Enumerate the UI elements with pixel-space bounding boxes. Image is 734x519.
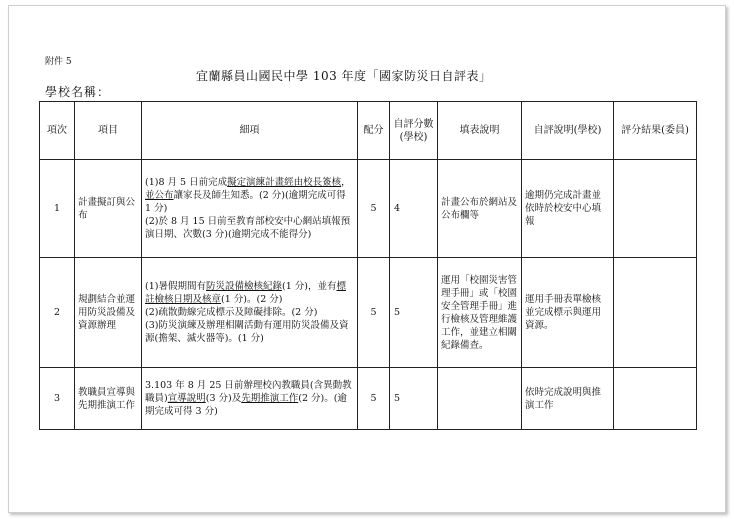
header-row [40,102,697,160]
detail-line: (2)疏散動線完成標示及障礙排除。(2 分) [145,307,318,318]
row-fill-note: 運用「校園災害管理手冊」或「校園安全管理手冊」進行檢核及管理維護工作，並建立相關紀錄備查。 [438,258,522,368]
row-self-note: 依時完成說明與推演工作 [522,368,614,430]
detail-line: (1)8 月 5 日前完成擬定演練計畫經由校長簽核，並公布讓家長及師生知悉。(2 分)(逾期完成可得 1 分) [145,177,351,214]
row-detail [142,160,358,258]
table-row [40,160,697,258]
school-name-label: 學校名稱： [45,85,111,99]
row-self-score: 5 [390,368,438,430]
row-result [614,368,697,430]
row-result [614,258,697,368]
document-title: 宜蘭縣員山國民中學 103 年度「國家防災日自評表」 [196,69,492,83]
header-no: 項次 [40,102,75,160]
detail-line: 3.103 年 8 月 25 日前辦理校內教職員(含異動教職員)宣導說明(3 分)及先期推演工作(2 分)。(逾期完成可得 3 分) [145,380,352,417]
row-no: 2 [40,258,75,368]
table-row [40,258,697,368]
header-result: 評分結果(委員) [614,102,697,160]
header-item: 項目 [75,102,142,160]
header-self-note: 自評說明(學校) [522,102,614,160]
row-fill-note: 計畫公布於網站及公布欄等 [438,160,522,258]
row-detail [142,258,358,368]
detail-line: (3)防災演練及辦理相關活動有運用防災設備及資源(擔架、滅火器等)。(1 分) [145,320,349,344]
row-result [614,160,697,258]
row-self-score: 4 [390,160,438,258]
row-no: 1 [40,160,75,258]
row-score: 5 [358,368,390,430]
row-self-note: 逾期仍完成計畫並依時於校安中心填報 [522,160,614,258]
detail-line: (1)暑假期間有防災設備檢核紀錄(1 分)，並有標註檢核日期及核章(1 分)。(2 分) [145,281,346,305]
row-item: 規劃結合並運用防災設備及資源辦理 [75,258,142,368]
header-score: 配分 [358,102,390,160]
detail-line: (2)於 8 月 15 日前至教育部校安中心網站填報預演日期、次數(3 分)(逾期完成不能得分) [145,216,351,240]
row-item: 教職員宣導與先期推演工作 [75,368,142,430]
header-self-score: 自評分數(學校) [390,102,438,160]
row-self-score: 5 [390,258,438,368]
header-fill-note: 填表說明 [438,102,522,160]
row-detail [142,368,358,430]
self-evaluation-table [39,101,697,430]
annex-label: 附件 5 [45,57,72,67]
row-item: 計畫擬訂與公布 [75,160,142,258]
row-self-note: 運用手冊表單檢核並完成標示與運用資源。 [522,258,614,368]
header-detail: 細項 [142,102,358,160]
row-no: 3 [40,368,75,430]
row-score: 5 [358,258,390,368]
row-fill-note [438,368,522,430]
table-row [40,368,697,430]
row-score: 5 [358,160,390,258]
